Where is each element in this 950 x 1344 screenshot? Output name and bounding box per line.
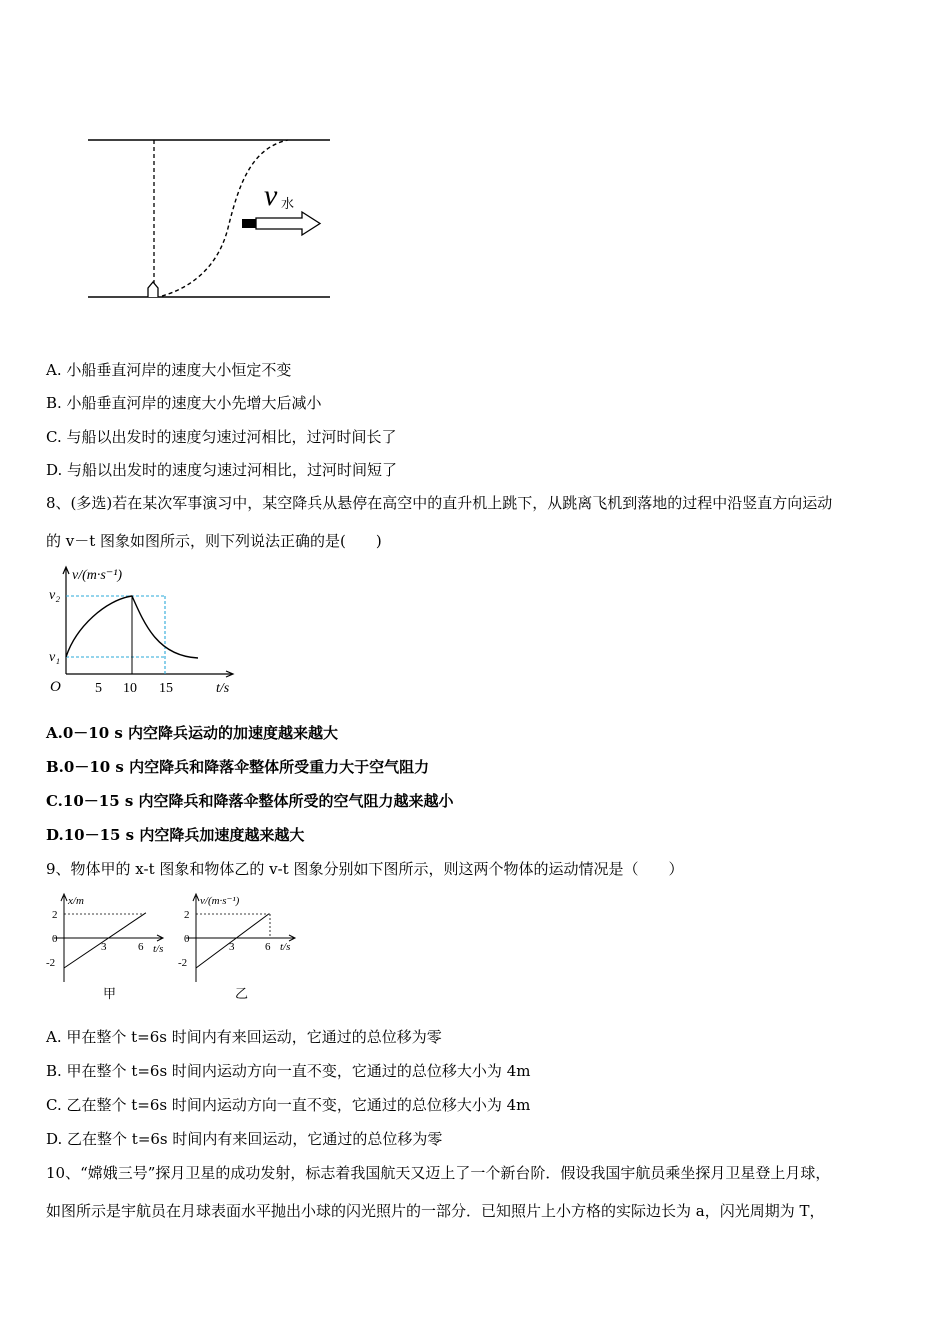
yi-x-tick-3: 3 [229,941,235,953]
q9-option-d: D. 乙在整个 t=6s 时间内有来回运动，它通过的总位移为零 [46,1130,443,1148]
q9-graph-yi [172,890,307,1005]
yi-y-label: v/(m·s⁻¹) [200,895,240,907]
yi-x-tick-6: 6 [265,941,271,953]
yi-x-label: t/s [280,941,291,953]
jia-y-label: x/m [68,895,84,907]
q8-x-tick-15: 15 [159,681,173,696]
river-crossing-diagram [80,128,340,308]
q8-option-a: A.0－10 s 内空降兵运动的加速度越来越大 [46,724,339,742]
q9-option-b: B. 甲在整个 t=6s 时间内运动方向一直不变，它通过的总位移大小为 4m [46,1062,531,1080]
q9-option-a: A. 甲在整个 t=6s 时间内有来回运动，它通过的总位移为零 [46,1028,442,1046]
q8-y-label: v/(m·s⁻¹) [72,568,123,583]
boat-icon [148,282,158,297]
jia-caption: 甲 [103,986,117,1001]
arrow-tail-block [242,219,256,228]
q8-vt-chart [44,562,244,702]
q8-y-tick-v2: v₂ [49,588,61,603]
q8-vt-chart-svg [44,562,244,702]
q10-stem-line1: 10、“嫦娥三号”探月卫星的成功发射，标志着我国航天又迈上了一个新台阶．假设我国宇航员乘坐探月卫星登上月球， [46,1164,831,1182]
q7-option-d: D. 与船以出发时的速度匀速过河相比，过河时间短了 [46,461,398,479]
jia-y-tick-neg2: -2 [46,957,56,969]
yi-y-tick-neg2: -2 [178,957,188,969]
q8-stem-line2: 的 v－t 图象如图所示，则下列说法正确的是( ) [46,532,382,550]
jia-x-tick-3: 3 [101,941,107,953]
q9-option-c: C. 乙在整个 t=6s 时间内运动方向一直不变，它通过的总位移大小为 4m [46,1096,531,1114]
q8-x-tick-5: 5 [95,681,102,696]
q7-option-a: A. 小船垂直河岸的速度大小恒定不变 [46,361,292,379]
q9-graph-yi-svg [172,890,307,1005]
yi-y-tick-0: 0 [184,933,190,945]
q8-option-b: B.0－10 s 内空降兵和降落伞整体所受重力大于空气阻力 [46,758,430,776]
q8-y-tick-v1: v₁ [49,650,61,665]
q7-option-b: B. 小船垂直河岸的速度大小先增大后减小 [46,394,322,412]
q7-option-c: C. 与船以出发时的速度匀速过河相比，过河时间长了 [46,428,397,446]
q10-stem-line2: 如图所示是宇航员在月球表面水平抛出小球的闪光照片的一部分．已知照片上小方格的实际边长为 a，闪光周期为 T， [46,1202,825,1220]
jia-y-tick-2: 2 [52,909,58,921]
water-velocity-symbol: v [264,179,278,212]
water-velocity-arrow [256,212,320,235]
yi-y-tick-2: 2 [184,909,190,921]
jia-y-tick-0: 0 [52,933,58,945]
river-crossing-figure [80,128,340,308]
q8-stem-line1: 8、(多选)若在某次军事演习中，某空降兵从悬停在高空中的直升机上跳下，从跳离飞机到落地的过程中沿竖直方向运动 [46,494,833,512]
water-velocity-subscript: 水 [281,196,295,211]
q8-origin-label: O [50,679,61,695]
q9-graph-jia [40,890,175,1005]
q8-option-d: D.10－15 s 内空降兵加速度越来越大 [46,826,305,844]
q8-x-label: t/s [216,681,230,696]
yi-caption: 乙 [235,986,249,1001]
q9-stem: 9、物体甲的 x-t 图象和物体乙的 v-t 图象分别如下图所示，则这两个物体的运动情况是（ ） [46,860,684,878]
q9-graph-jia-svg [40,890,175,1005]
q8-option-c: C.10－15 s 内空降兵和降落伞整体所受的空气阻力越来越小 [46,792,454,810]
q8-x-tick-10: 10 [123,681,137,696]
jia-x-tick-6: 6 [138,941,144,953]
jia-x-label: t/s [153,943,164,955]
